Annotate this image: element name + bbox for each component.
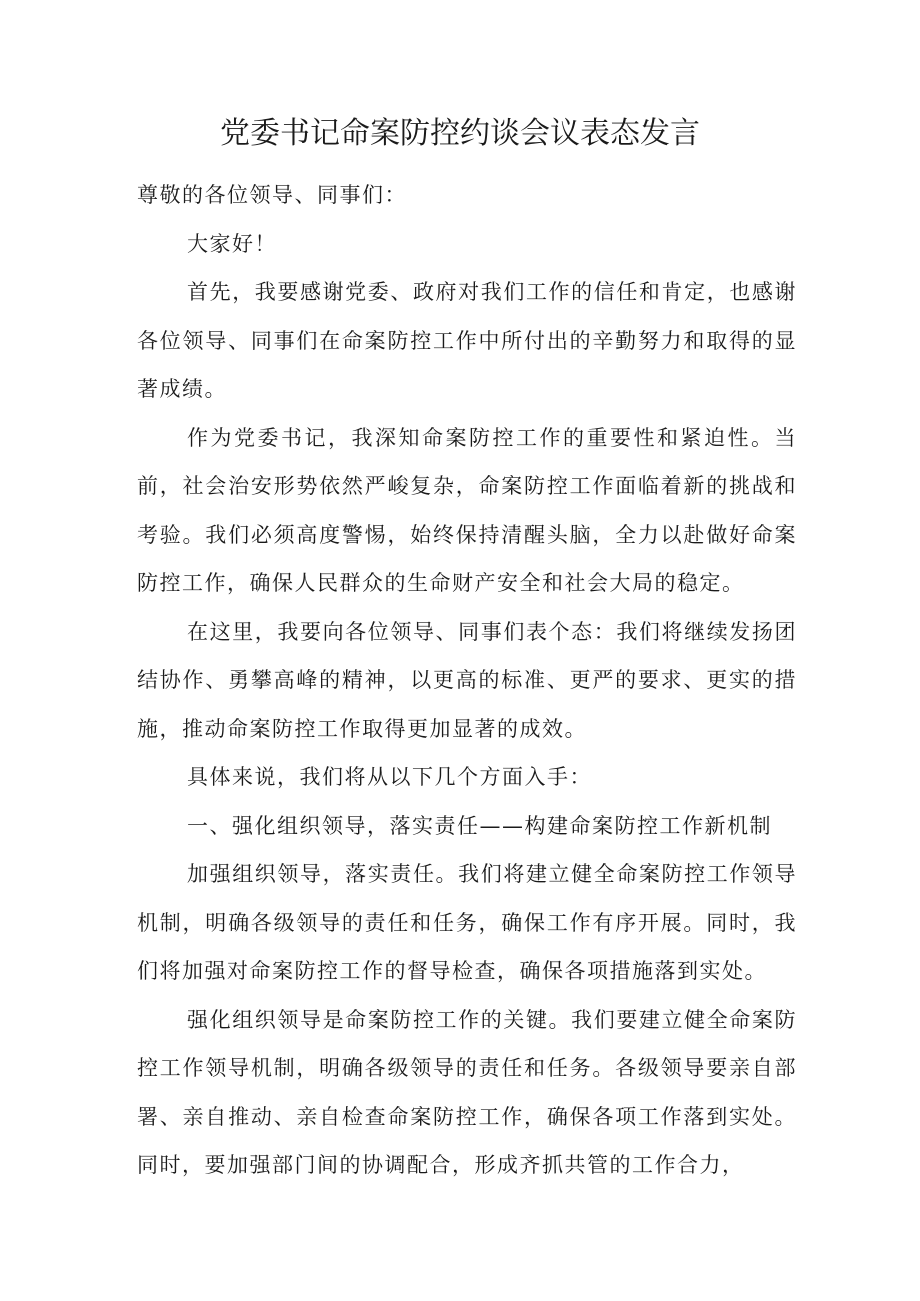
paragraph-6: 强化组织领导是命案防控工作的关键。我们要建立健全命案防控工作领导机制，明确各级领导的责任和任务。各级领导要亲自部署、亲自推动、亲自检查命案防控工作，确保各项工作落到实处。同时，要加强部门间的协调配合，形成齐抓共管的工作合力， xyxy=(137,1007,797,1177)
document-body xyxy=(137,171,797,1190)
paragraph-4: 具体来说，我们将从以下几个方面入手： xyxy=(187,765,592,789)
section-heading-1: 一、强化组织领导，落实责任——构建命案防控工作新机制 xyxy=(187,813,772,838)
paragraph-5: 加强组织领导，落实责任。我们将建立健全命案防控工作领导机制，明确各级领导的责任和任务，确保工作有序开展。同时，我们将加强对命案防控工作的督导检查，确保各项措施落到实处。 xyxy=(137,862,797,983)
paragraph-3: 在这里，我要向各位领导、同事们表个态：我们将继续发扬团结协作、勇攀高峰的精神，以更高的标准、更严的要求、更实的措施，推动命案防控工作取得更加显著的成效。 xyxy=(137,619,797,741)
paragraph-2: 作为党委书记，我深知命案防控工作的重要性和紧迫性。当前，社会治安形势依然严峻复杂，命案防控工作面临着新的挑战和考验。我们必须高度警惕，始终保持清醒头脑，全力以赴做好命案防控工作，确保人民群众的生命财产安全和社会大局的稳定。 xyxy=(137,425,797,595)
greeting: 大家好！ xyxy=(187,231,277,256)
salutation: 尊敬的各位领导、同事们： xyxy=(137,183,407,207)
paragraph-1: 首先，我要感谢党委、政府对我们工作的信任和肯定，也感谢各位领导、同事们在命案防控工作中所付出的辛勤努力和取得的显著成绩。 xyxy=(137,280,797,401)
document-title: 党委书记命案防控约谈会议表态发言 xyxy=(220,116,700,151)
